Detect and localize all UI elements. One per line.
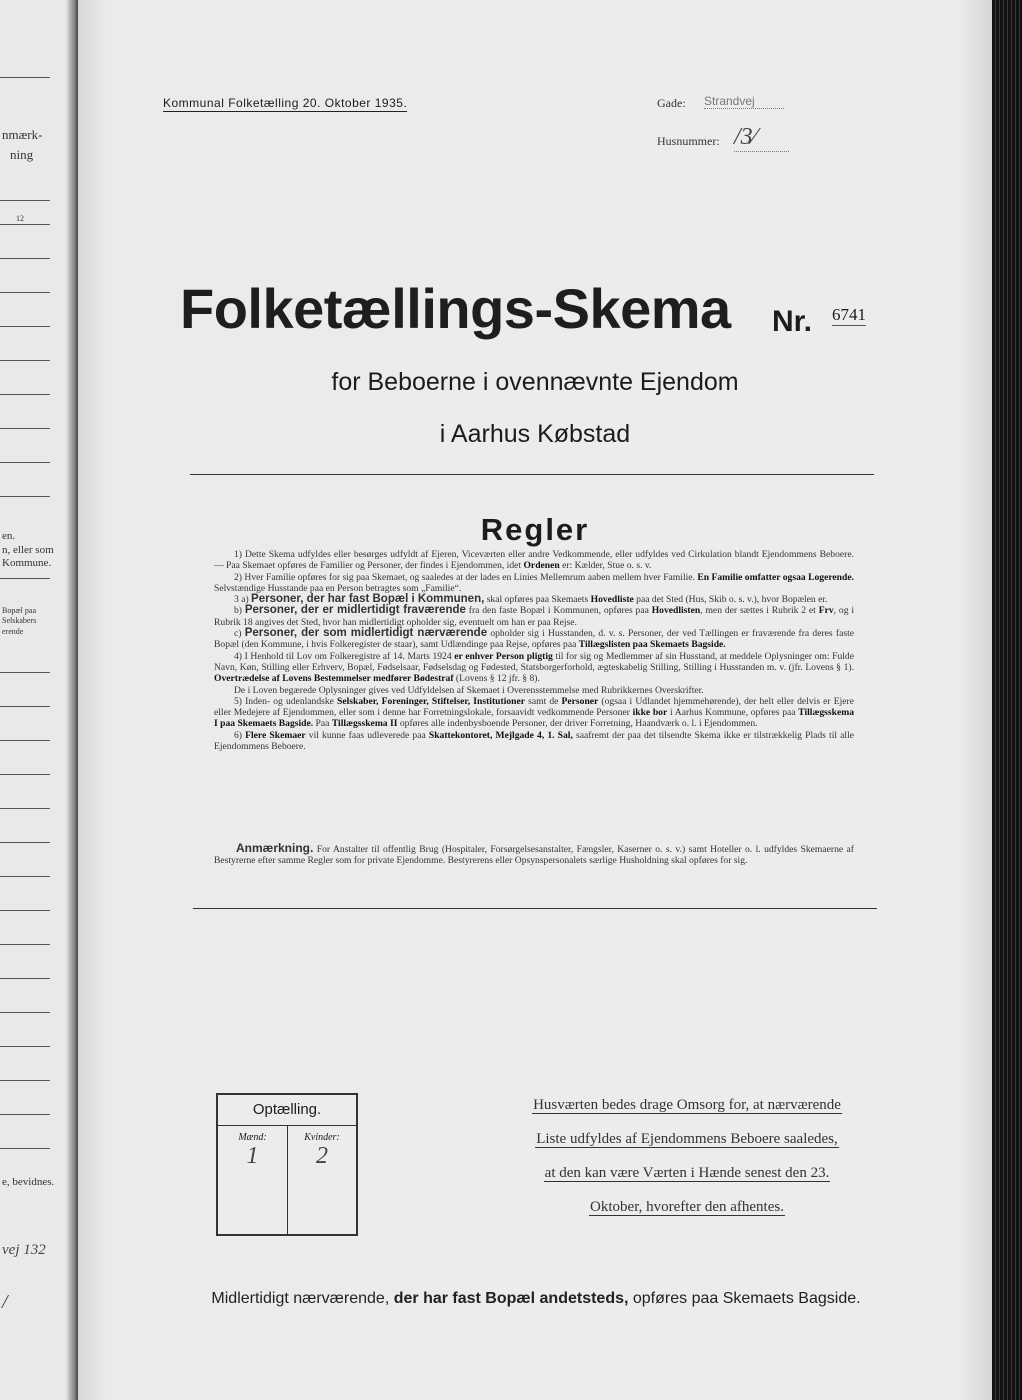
men-count-cell bbox=[218, 1126, 288, 1234]
page-gutter bbox=[66, 0, 78, 1400]
ruled-line bbox=[0, 876, 50, 877]
left-header-text-2: ning bbox=[10, 147, 34, 162]
ruled-line bbox=[0, 978, 50, 979]
form-subtitle: for Beboerne i ovennævnte Ejendom bbox=[331, 368, 739, 396]
men-label: Mænd: bbox=[238, 1132, 267, 1143]
left-fragment: Selskabers bbox=[2, 616, 37, 625]
women-count-cell bbox=[288, 1126, 356, 1234]
ruled-line bbox=[0, 224, 50, 225]
count-box bbox=[216, 1093, 358, 1236]
rule-4-note: De i Loven begærede Oplysninger gives ved Udfyldelsen af Skemaet i Overensstemmelse med Rubrikkernes Overskrifter. bbox=[234, 684, 704, 696]
left-column-number: 12 bbox=[16, 214, 24, 223]
rule-1: 1) Dette Skema udfyldes eller besørges udfyldt af Ejeren, Viceværten eller andre Vedkommende, eller udfyldes ved Cirkulation blandt Ejendommens Beboere. — Paa Skemaet opføres de Familier og Personer, der findes i Ejendommen, idet Ordenen er: Kælder, Stue o. s. v. bbox=[214, 549, 854, 572]
house-number-value: /3⁄ bbox=[734, 124, 789, 152]
left-header-text-1: nmærk- bbox=[2, 127, 43, 142]
ruled-line bbox=[0, 496, 50, 497]
annotation-heading: Anmærkning. bbox=[236, 841, 314, 855]
rule-5: 5) Inden- og udenlandske Selskaber, Foreninger, Stiftelser, Institutioner samt de Personer (ogsaa i Udlandet hjemmehørende), der helt eller delvis er Ejere eller Medejere af Ejendommen, eller som i denne har Forretningslokale, forsaavidt vedkommende Personer ikke bor i Aarhus Kommune, opføres paa Tillægsskema I paa Skemaets Bagside. Paa Tillægsskema II opføres alle indenbysboende Personer, der driver Forretning, Haandværk o. l. i Ejendommen. bbox=[214, 695, 855, 730]
count-title: Optælling. bbox=[218, 1095, 356, 1126]
street-value: Strandvej bbox=[704, 94, 784, 109]
ruled-line bbox=[0, 740, 50, 741]
ruled-line bbox=[0, 77, 50, 78]
left-fragment: Kommune. bbox=[2, 557, 52, 569]
divider bbox=[193, 908, 877, 909]
ruled-line bbox=[0, 578, 50, 579]
notice-line: Oktober, hvorefter den afhentes. bbox=[590, 1199, 784, 1215]
form-number-label: Nr. bbox=[772, 305, 813, 338]
rule-3b: b) Personer, der er midlertidigt fraværende fra den faste Bopæl i Kommunen, opføres paa Hovedlisten, men der sættes i Rubrik 2 et Frv, og i Rubrik 18 angives det Sted, hvor han midlertidigt opholder sig, eventuelt om han er paa Rejse. bbox=[214, 604, 855, 628]
left-fragment: en. bbox=[2, 530, 16, 542]
notice-line: at den kan være Værten i Hænde senest den 23. bbox=[544, 1165, 830, 1181]
rules-heading: Regler bbox=[480, 512, 590, 547]
rule-2: 2) Hver Familie opføres for sig paa Skemaet, og saaledes at der lades en Linies Mellemrum aaben mellem hver Familie. En Familie omfatter ogsaa Logerende. Selvstændige Husstande paa en Person betragtes som „Familie“. bbox=[214, 571, 854, 594]
form-title: Folketællings-Skema bbox=[180, 277, 731, 340]
ruled-line bbox=[0, 1080, 50, 1081]
ruled-line bbox=[0, 706, 50, 707]
form-number-value: 6741 bbox=[832, 305, 866, 324]
page-stack-edge bbox=[992, 0, 1022, 1400]
ruled-line bbox=[0, 1012, 50, 1013]
ruled-line bbox=[0, 672, 50, 673]
left-fragment: n, eller som bbox=[2, 544, 54, 556]
left-handwriting: / bbox=[2, 1291, 8, 1313]
divider bbox=[190, 474, 874, 475]
ruled-line bbox=[0, 258, 50, 259]
ruled-line bbox=[0, 360, 50, 361]
ruled-line bbox=[0, 774, 50, 775]
ruled-line bbox=[0, 1148, 50, 1149]
women-label: Kvinder: bbox=[304, 1132, 340, 1143]
rules-text bbox=[214, 549, 854, 752]
notice-line: Husværten bedes drage Omsorg for, at nærværende bbox=[533, 1097, 841, 1113]
landlord-notice bbox=[508, 1096, 866, 1232]
ruled-line bbox=[0, 428, 50, 429]
rule-6: 6) Flere Skemaer vil kunne faas udleverede paa Skattekontoret, Mejlgade 4, 1. Sal, saafremt der paa det tilsendte Skema ikke er tilstrækkelig Plads til alle Ejendommens Beboere. bbox=[214, 729, 855, 753]
rule-3c: c) Personer, der som midlertidigt nærværende opholder sig i Husstanden, d. v. s. Personer, der ved Tællingen er fraværende fra deres faste Bopæl (den Kommune, i hvis Folkeregister de staar), samt Udlændinge paa Rejse, opføres paa Tillægslisten paa Skemaets Bagside. bbox=[214, 627, 854, 651]
house-number-label: Husnummer: bbox=[657, 134, 720, 148]
women-value: 2 bbox=[316, 1143, 328, 1169]
ruled-line bbox=[0, 842, 50, 843]
annotation-note bbox=[214, 843, 854, 867]
form-subtitle-city: i Aarhus Købstad bbox=[439, 420, 631, 448]
left-fragment: Bopæl paa bbox=[2, 606, 36, 615]
notice-line: Liste udfyldes af Ejendommens Beboere saaledes, bbox=[536, 1131, 838, 1147]
ruled-line bbox=[0, 394, 50, 395]
left-handwriting: vej 132 bbox=[2, 1242, 46, 1258]
ruled-line bbox=[0, 944, 50, 945]
ruled-line bbox=[0, 326, 50, 327]
rule-3a: 3 a) Personer, der har fast Bopæl i Kommunen, skal opføres paa Skemaets Hovedliste paa det Sted (Hus, Skib o. s. v.), hvor Bopælen er. bbox=[234, 593, 828, 606]
ruled-line bbox=[0, 462, 50, 463]
street-label: Gade: bbox=[657, 96, 686, 110]
footer-note: Midlertidigt nærværende, der har fast Bopæl andetsteds, opføres paa Skemaets Bagside. bbox=[211, 1290, 861, 1307]
ruled-line bbox=[0, 1114, 50, 1115]
ruled-line bbox=[0, 200, 50, 201]
left-fragment: erende bbox=[2, 627, 24, 636]
ruled-line bbox=[0, 1046, 50, 1047]
left-fragment: e, bevidnes. bbox=[2, 1176, 55, 1188]
census-header: Kommunal Folketælling 20. Oktober 1935. bbox=[163, 96, 408, 110]
ruled-line bbox=[0, 808, 50, 809]
rule-4: 4) I Henhold til Lov om Folkeregistre af 14. Marts 1924 er enhver Person pligtig til for sig og Medlemmer af sin Husstand, at meddele Oplysninger om: Fulde Navn, Køn, Stilling eller Erhverv, Bopæl, Fødselsaar, Fødselsdag og Fødested, Statsborgerforhold, ægteskabelig Stilling, Stilling i Husstanden m. v. (jfr. Lovens § 1). Overtrædelse af Lovens Bestemmelser medfører Bødestraf (Lovens § 12 jfr. § 8). bbox=[214, 650, 854, 685]
ruled-line bbox=[0, 910, 50, 911]
men-value: 1 bbox=[246, 1143, 259, 1169]
annotation-text: For Anstalter til offentlig Brug (Hospitaler, Forsørgelsesanstalter, Fængsler, Kaserner o. s. v.) samt Hoteller o. l. udfyldes Skemaerne af Bestyrerne efter samme Regler som for private Ejendomme. Bestyrerens eller Opsynspersonalets særlige Husholdning skal opføres for sig. bbox=[214, 844, 854, 867]
ruled-line bbox=[0, 292, 50, 293]
